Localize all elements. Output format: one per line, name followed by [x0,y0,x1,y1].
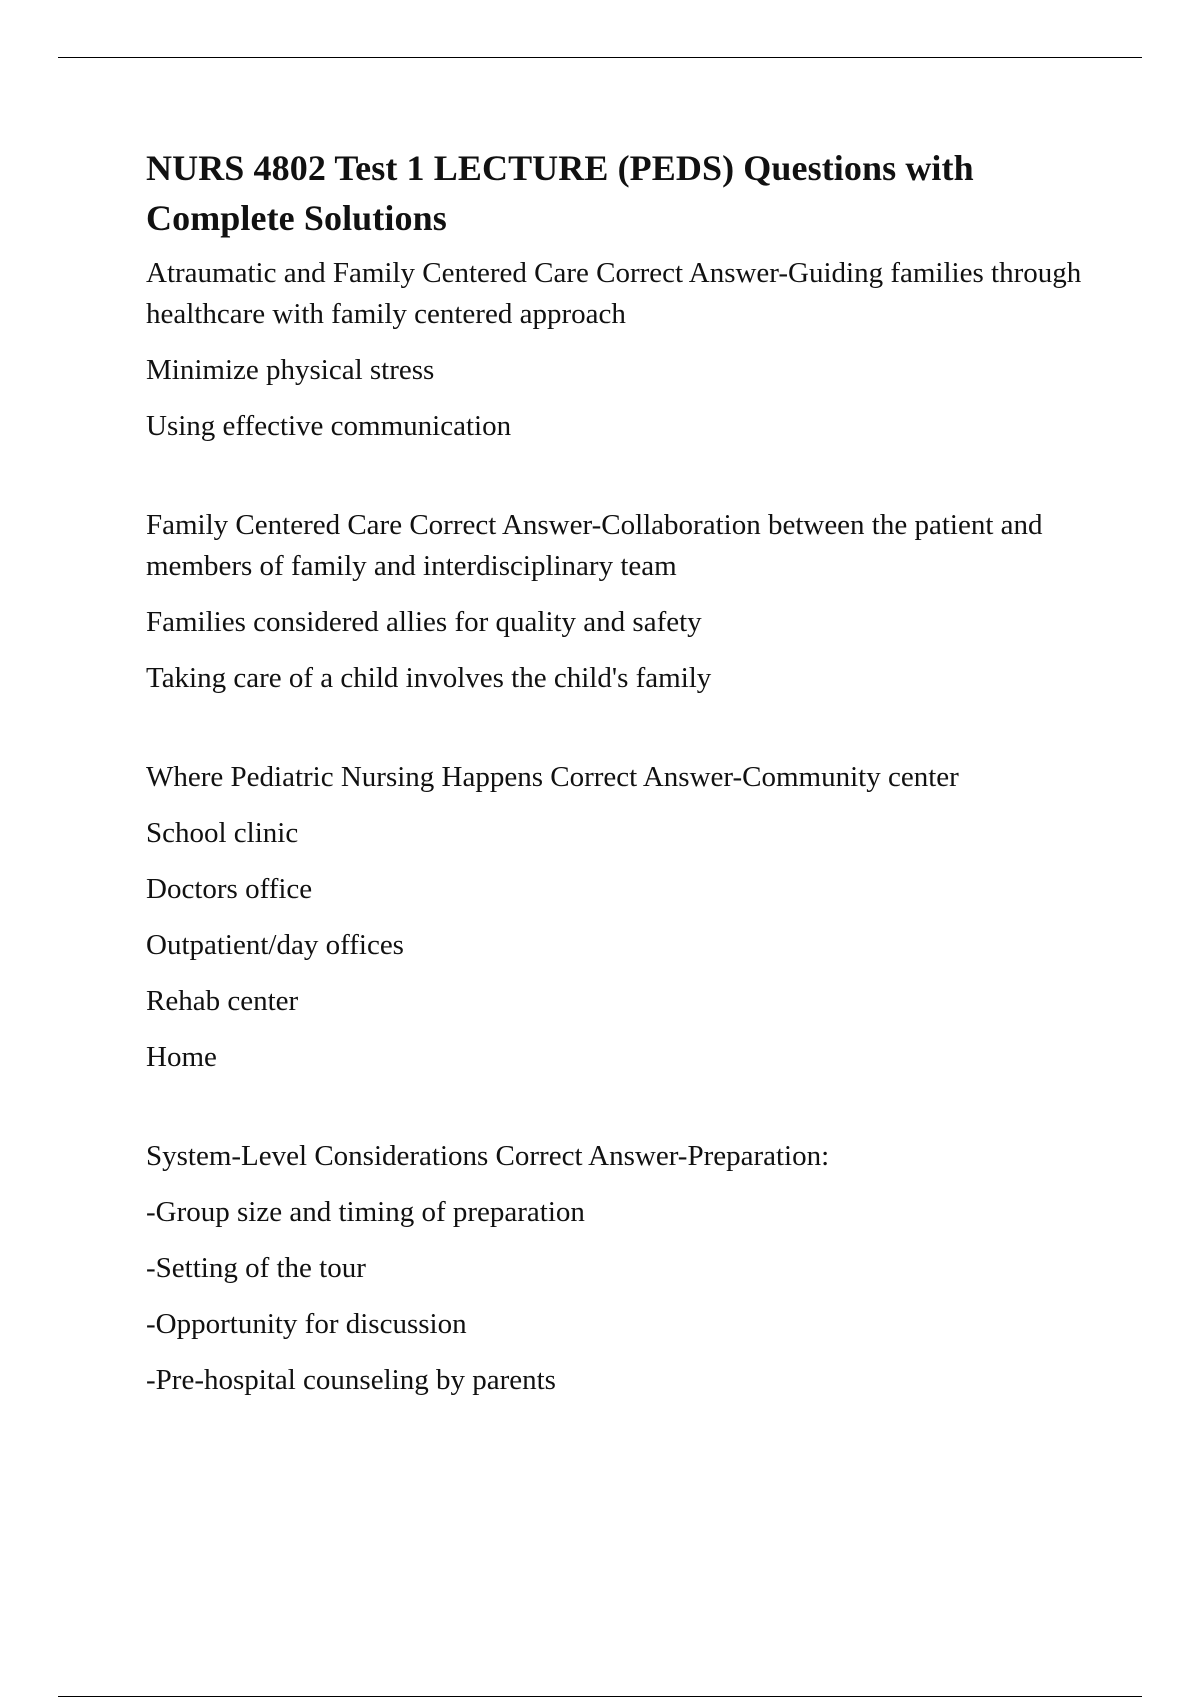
qa-line: Family Centered Care Correct Answer-Collaboration between the patient and members of family and interdisciplinary team [146,509,1043,582]
qa-line: Taking care of a child involves the child's family [146,662,712,694]
document-title: NURS 4802 Test 1 LECTURE (PEDS) Questions with Complete Solutions [146,148,974,238]
qa-entry-system-level-considerations [146,1136,1086,1401]
qa-entry-pediatric-nursing-locations [146,757,1086,1078]
qa-entry-family-centered-care [146,505,1086,699]
qa-line: Families considered allies for quality and safety [146,606,702,638]
top-rule [58,57,1142,58]
qa-line: System-Level Considerations Correct Answer-Preparation: [146,1140,830,1172]
qa-line: Rehab center [146,985,299,1017]
qa-line: School clinic [146,817,299,849]
document-body [146,143,1086,1401]
qa-line: -Group size and timing of preparation [146,1196,585,1228]
qa-line: -Setting of the tour [146,1252,366,1284]
qa-line: Home [146,1041,217,1073]
qa-line: Where Pediatric Nursing Happens Correct Answer-Community center [146,761,959,793]
qa-line: Outpatient/day offices [146,929,404,961]
qa-line: Atraumatic and Family Centered Care Correct Answer-Guiding families through healthcare with family centered approach [146,257,1082,330]
bottom-rule [58,1696,1142,1697]
qa-line: Doctors office [146,873,313,905]
qa-line: Minimize physical stress [146,354,435,386]
qa-line: -Opportunity for discussion [146,1308,467,1340]
qa-entry-atraumatic-care [146,253,1086,447]
qa-line: -Pre-hospital counseling by parents [146,1364,556,1396]
qa-line: Using effective communication [146,410,512,442]
